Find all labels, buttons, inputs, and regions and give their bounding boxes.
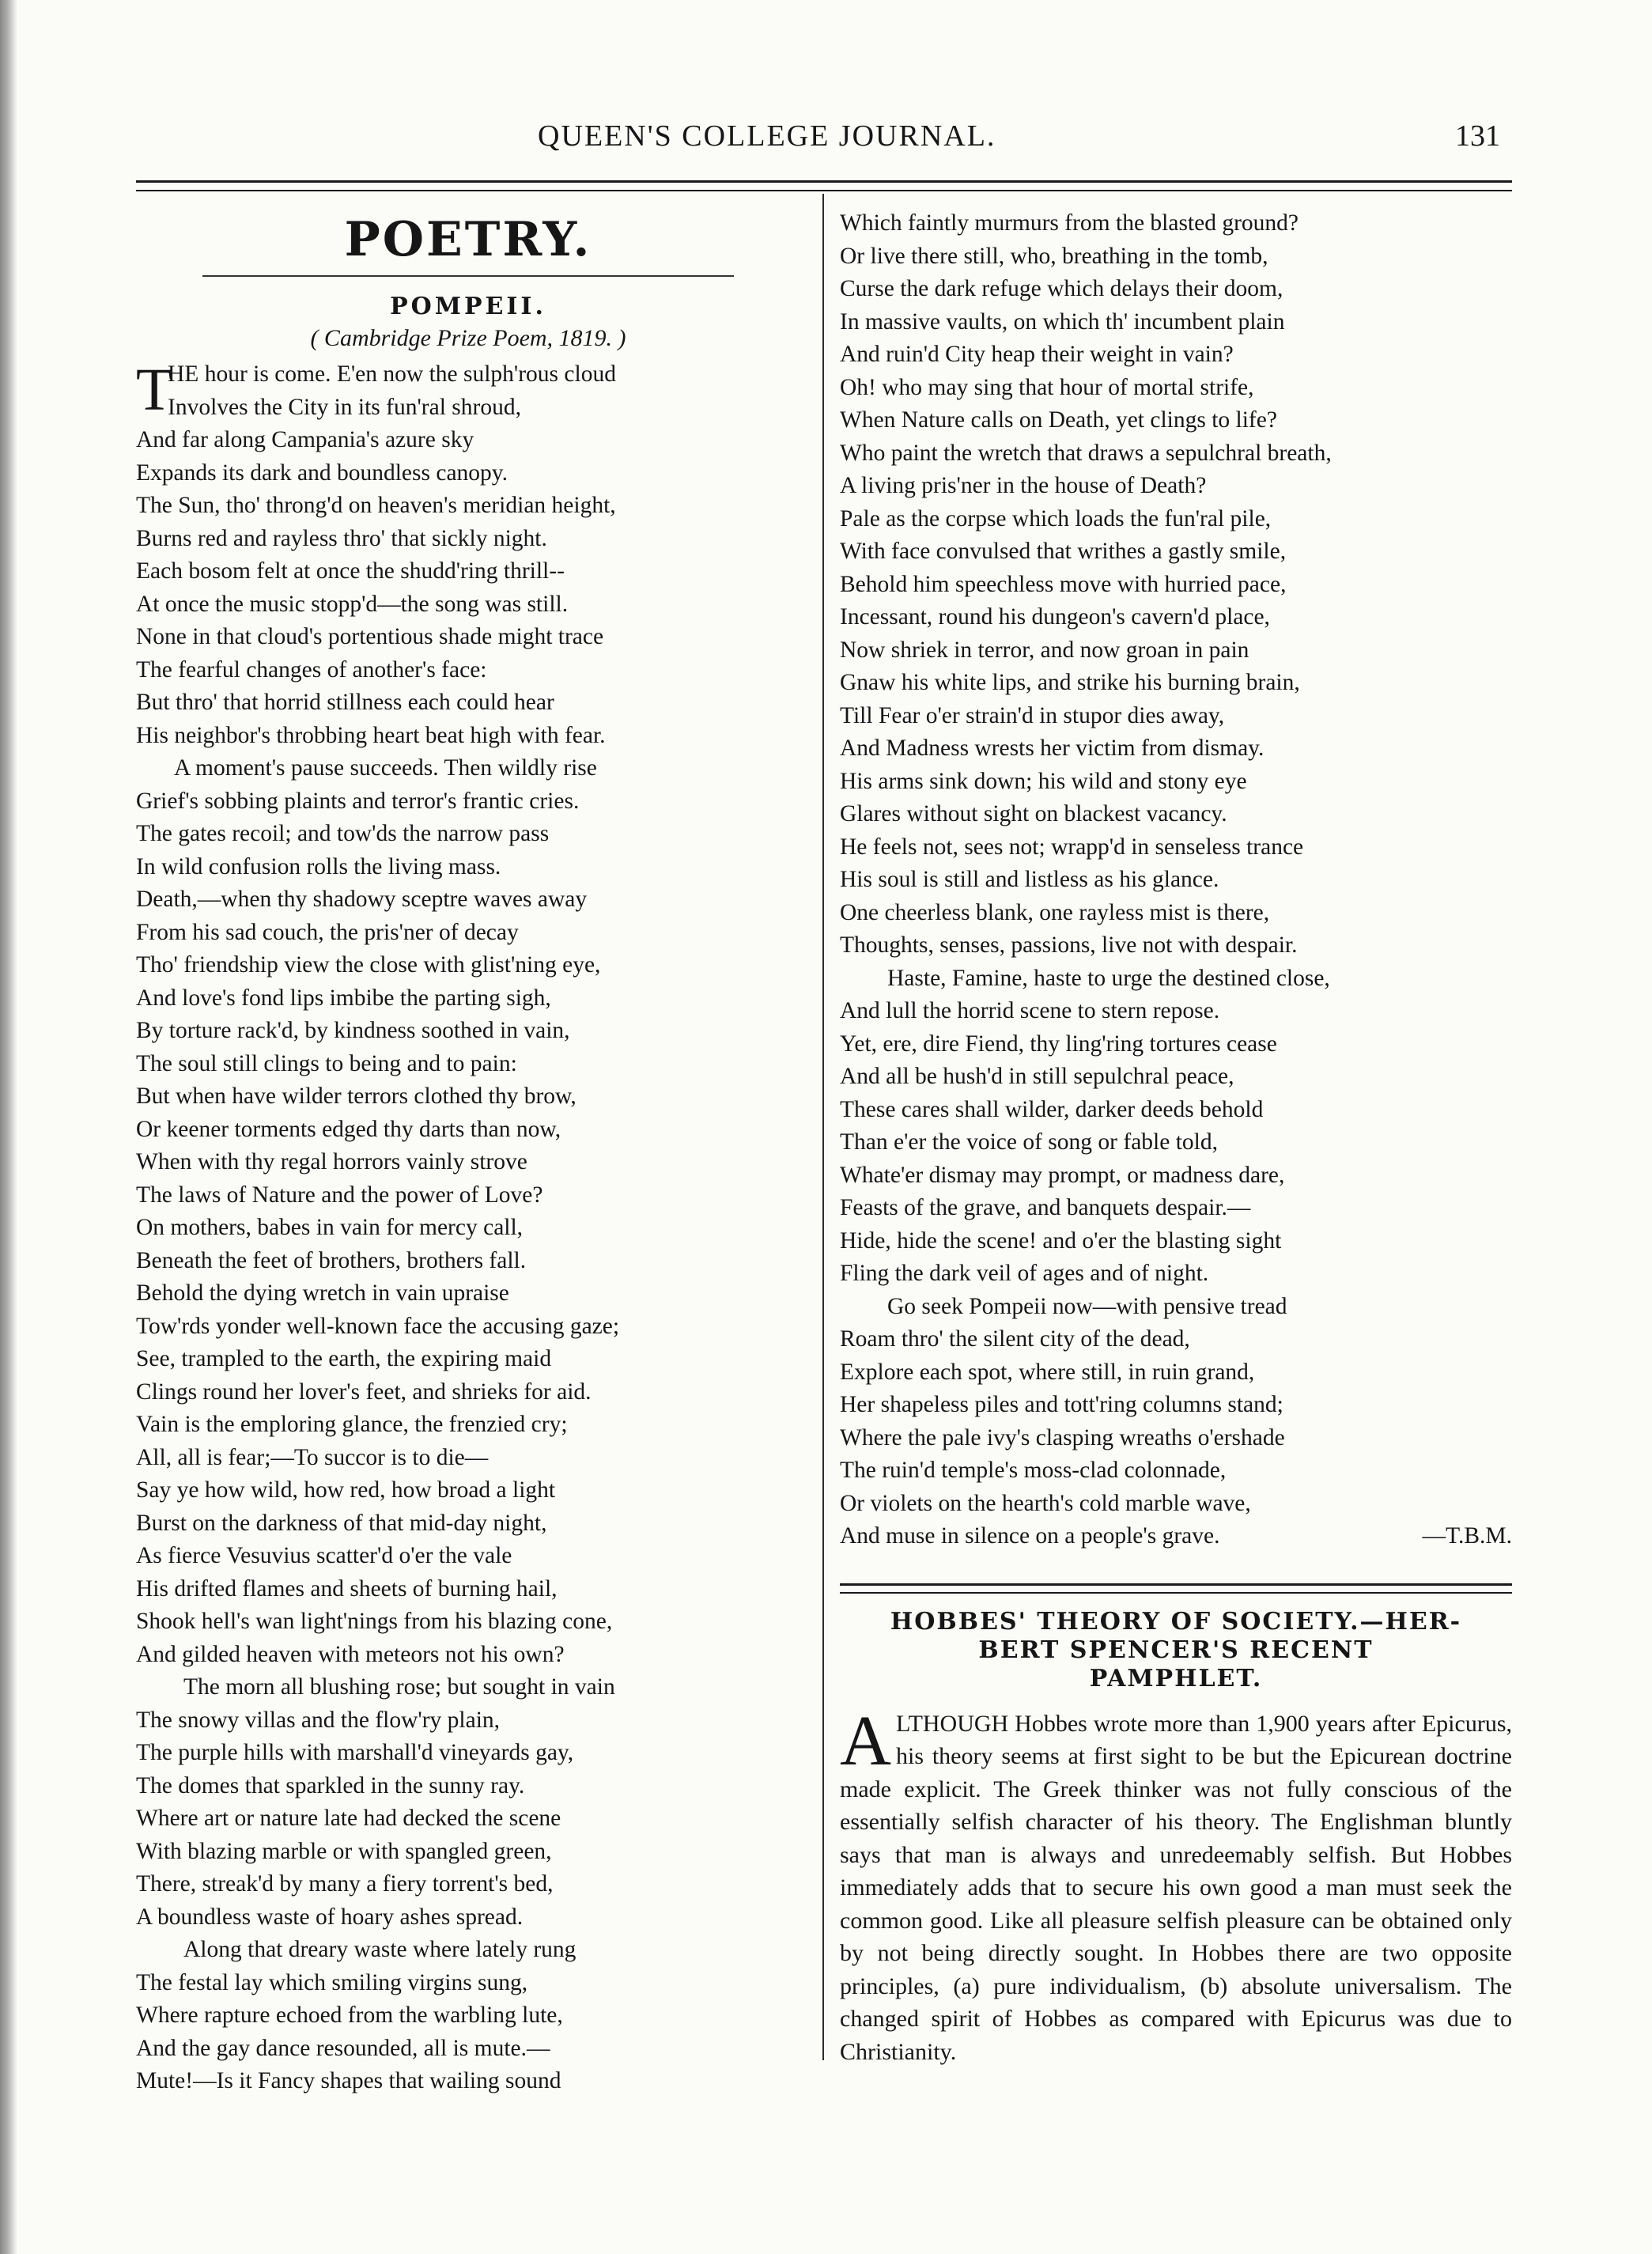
running-head: QUEEN'S COLLEGE JOURNAL. xyxy=(538,119,996,153)
poem-line: Burns red and rayless thro' that sickly night. xyxy=(136,525,547,551)
poem-line: Tow'rds yonder well-known face the accusing gaze; xyxy=(136,1313,620,1339)
poem-line: See, trampled to the earth, the expiring maid xyxy=(136,1346,552,1371)
poem-line: Expands its dark and boundless canopy. xyxy=(136,459,508,486)
poem-line: Say ye how wild, how red, how broad a light xyxy=(136,1477,556,1503)
poem-line: Each bosom felt at once the shudd'ring thrill-- xyxy=(136,558,565,584)
poem-line: And ruin'd City heap their weight in vain? xyxy=(840,342,1234,367)
article-drop-cap: A xyxy=(840,1701,891,1780)
poem-line: Or violets on the hearth's cold marble wave, xyxy=(840,1490,1251,1516)
poem-line: And gilded heaven with meteors not his own? xyxy=(136,1641,565,1667)
poem-line: When with thy regal horrors vainly strove xyxy=(136,1149,527,1174)
poem-line: Now shriek in terror, and now groan in pain xyxy=(840,637,1249,663)
scan-edge xyxy=(0,0,17,2254)
poem-line: His arms sink down; his wild and stony eye xyxy=(840,768,1247,794)
poem-last-line xyxy=(840,1520,1512,1553)
poem-line: By torture rack'd, by kindness soothed in vain, xyxy=(136,1018,570,1043)
poem-line: His soul is still and listless as his glance. xyxy=(840,867,1219,892)
poem-line: Pale as the corpse which loads the fun'ral pile, xyxy=(840,505,1272,531)
poem-line: Till Fear o'er strain'd in stupor dies away, xyxy=(840,702,1225,728)
poem-line: Than e'er the voice of song or fable told, xyxy=(840,1129,1218,1155)
poem-line: These cares shall wilder, darker deeds behold xyxy=(840,1096,1264,1122)
poem-line: And love's fond lips imbibe the parting sigh, xyxy=(136,985,551,1011)
poem-line: All, all is fear;—To succor is to die— xyxy=(136,1444,489,1470)
poem-line: Her shapeless piles and tott'ring columns stand; xyxy=(840,1392,1283,1417)
poem-line: The morn all blushing rose; but sought in vain xyxy=(183,1674,615,1700)
poem-line: He feels not, sees not; wrapp'd in senseless trance xyxy=(840,834,1304,860)
poem-line: His drifted flames and sheets of burning hail, xyxy=(136,1575,558,1602)
poem-line: Oh! who may sing that hour of mortal strife, xyxy=(840,374,1254,400)
poem-line: His neighbor's throbbing heart beat high with fear. xyxy=(136,722,606,748)
poem-line: The laws of Nature and the power of Love? xyxy=(136,1182,543,1208)
poem-line: In massive vaults, on which th' incumbent plain xyxy=(840,308,1285,335)
poem-line: Where art or nature late had decked the scene xyxy=(136,1806,561,1831)
left-column xyxy=(136,198,800,2098)
poem-line: But thro' that horrid stillness each could hear xyxy=(136,690,554,715)
poem-line: Go seek Pompeii now—with pensive tread xyxy=(887,1293,1287,1319)
poem-line: Curse the dark refuge which delays their doom, xyxy=(840,276,1283,301)
poem-line: Or keener torments edged thy darts than now, xyxy=(136,1116,561,1142)
poem-line: There, streak'd by many a fiery torrent's bed, xyxy=(136,1871,554,1897)
article-title xyxy=(840,1608,1512,1693)
poem-line: Tho' friendship view the close with glist'ning eye, xyxy=(136,952,601,978)
poem-line: In wild confusion rolls the living mass. xyxy=(136,853,501,879)
poem-line: Behold the dying wretch in vain upraise xyxy=(136,1280,509,1306)
poem-line: Gnaw his white lips, and strike his burning brain, xyxy=(840,670,1300,695)
poem-line: As fierce Vesuvius scatter'd o'er the vale xyxy=(136,1543,512,1568)
article-title-line: PAMPHLET. xyxy=(1089,1664,1263,1692)
poem-line: The ruin'd temple's moss-clad colonnade, xyxy=(840,1458,1227,1483)
poem-line-text: And muse in silence on a people's grave. xyxy=(840,1523,1220,1549)
poem-line-text: HE hour is come. E'en now the sulph'rous cloud xyxy=(168,361,616,387)
poem-line: Grief's sobbing plaints and terror's frantic cries. xyxy=(136,788,580,814)
poem-line: None in that cloud's portentious shade might trace xyxy=(136,624,604,649)
poem-line: Whate'er dismay may prompt, or madness dare, xyxy=(840,1162,1285,1188)
poem-line: Roam thro' the silent city of the dead, xyxy=(840,1326,1190,1352)
poem-line: And lull the horrid scene to stern repose. xyxy=(840,998,1220,1023)
poem-line: The gates recoil; and tow'ds the narrow pass xyxy=(136,821,550,846)
poem-signature: —T.B.M. xyxy=(1422,1523,1512,1549)
poem-line: With blazing marble or with spangled green, xyxy=(136,1838,552,1864)
poem-line: The fearful changes of another's face: xyxy=(136,656,487,683)
article-title-line: BERT SPENCER'S RECENT xyxy=(978,1636,1374,1664)
drop-cap: T xyxy=(136,357,173,423)
poem-line: On mothers, babes in vain for mercy call, xyxy=(136,1215,524,1240)
poem-verse-right xyxy=(840,207,1512,1553)
poem-line: A boundless waste of hoary ashes spread. xyxy=(136,1904,524,1930)
poem-line: A moment's pause succeeds. Then wildly rise xyxy=(174,755,597,781)
poem-line: The Sun, tho' throng'd on heaven's meridian height, xyxy=(136,493,616,518)
poem-line: Glares without sight on blackest vacancy. xyxy=(840,801,1227,826)
poem-line: When Nature calls on Death, yet clings to life? xyxy=(840,407,1277,433)
poem-line: Incessant, round his dungeon's cavern'd place, xyxy=(840,604,1270,630)
section-rule xyxy=(202,275,734,277)
poem-line: And all be hush'd in still sepulchral peace, xyxy=(840,1064,1234,1089)
poem-line: Fling the dark veil of ages and of night. xyxy=(840,1261,1209,1286)
poem-line: Which faintly murmurs from the blasted ground? xyxy=(840,210,1299,236)
poem-line: Death,—when thy shadowy sceptre waves away xyxy=(136,887,588,912)
poem-line: And far along Campania's azure sky xyxy=(136,427,474,452)
article-separator-rule xyxy=(840,1583,1512,1594)
poem-line: Clings round her lover's feet, and shrieks for aid. xyxy=(136,1378,592,1405)
poem-line: At once the music stopp'd—the song was still. xyxy=(136,591,569,617)
poem-verse-left xyxy=(136,358,800,2098)
poem-line: Mute!—Is it Fancy shapes that wailing sound xyxy=(136,2068,561,2093)
poem-line: The purple hills with marshall'd vineyards gay, xyxy=(136,1740,574,1765)
poem-line: A living pris'ner in the house of Death? xyxy=(840,473,1207,498)
poem-line: Feasts of the grave, and banquets despair.— xyxy=(840,1195,1251,1220)
poem-title: POMPEII. xyxy=(390,293,546,320)
poem-line: And Madness wrests her victim from dismay. xyxy=(840,736,1265,761)
poem-line: Vain is the emploring glance, the frenzied cry; xyxy=(136,1412,568,1437)
article-title-line: HOBBES' THEORY OF SOCIETY.—HER- xyxy=(890,1607,1462,1636)
poem-line: Yet, ere, dire Fiend, thy ling'ring tortures cease xyxy=(840,1031,1277,1057)
poem-subtitle: ( Cambridge Prize Poem, 1819. ) xyxy=(310,325,626,351)
poem-line: Shook hell's wan light'nings from his blazing cone, xyxy=(136,1609,613,1634)
poem-line: Where the pale ivy's clasping wreaths o'ershade xyxy=(840,1424,1285,1450)
poem-line: Hide, hide the scene! and o'er the blasting sight xyxy=(840,1227,1282,1254)
poem-line: Where rapture echoed from the warbling lute, xyxy=(136,2003,563,2028)
poem-line: The domes that sparkled in the sunny ray. xyxy=(136,1772,525,1798)
poem-line: Behold him speechless move with hurried pace, xyxy=(840,571,1287,597)
poem-line: With face convulsed that writhes a gastly smile, xyxy=(840,539,1287,564)
poem-line: Thoughts, senses, passions, live not with despair. xyxy=(840,932,1298,958)
poem-line: From his sad couch, the pris'ner of decay xyxy=(136,919,519,945)
column-divider xyxy=(822,194,824,2060)
poem-line: The snowy villas and the flow'ry plain, xyxy=(136,1707,501,1733)
page-number: 131 xyxy=(1455,119,1500,153)
poem-line: But when have wilder terrors clothed thy brow, xyxy=(136,1084,576,1109)
section-title: POETRY. xyxy=(344,212,592,267)
right-column xyxy=(840,207,1512,2068)
poem-line: Burst on the darkness of that mid-day night, xyxy=(136,1510,547,1536)
poem-line: Or live there still, who, breathing in the tomb, xyxy=(840,243,1268,269)
poem-line: Who paint the wretch that draws a sepulchral breath, xyxy=(840,440,1332,466)
poem-line: Involves the City in its fun'ral shroud, xyxy=(168,394,521,420)
poem-line: One cheerless blank, one rayless mist is there, xyxy=(840,899,1270,925)
poem-line: Haste, Famine, haste to urge the destined close, xyxy=(887,965,1330,991)
poem-line: And the gay dance resounded, all is mute.— xyxy=(136,2035,550,2061)
article-body-text: LTHOUGH Hobbes wrote more than 1,900 years after Epicurus, his theory seems at first sight to be but the Epicurean doctrine made explicit. The Greek thinker was not fully conscious of the essentially selfish character of his theory. The Englishman bluntly says that man is always and unredeemably selfish. But Hobbes immediately adds that to secure his own good a man must seek the common good. Like all pleasure selfish pleasure can be obtained only by not being directly sought. In Hobbes there are two opposite principles, (a) pure individualism, (b) absolute universalism. The changed spirit of Hobbes as compared with Epicurus was due to Christianity. xyxy=(840,1710,1512,2065)
poem-line: Along that dreary waste where lately rung xyxy=(183,1937,576,1962)
poem-line: Explore each spot, where still, in ruin grand, xyxy=(840,1359,1255,1385)
article-body xyxy=(840,1701,1512,2069)
poem-line: Beneath the feet of brothers, brothers fall. xyxy=(136,1247,527,1273)
poem-line: The festal lay which smiling virgins sung, xyxy=(136,1969,528,1995)
header-rule xyxy=(136,180,1512,191)
poem-line: The soul still clings to being and to pain: xyxy=(136,1050,517,1076)
